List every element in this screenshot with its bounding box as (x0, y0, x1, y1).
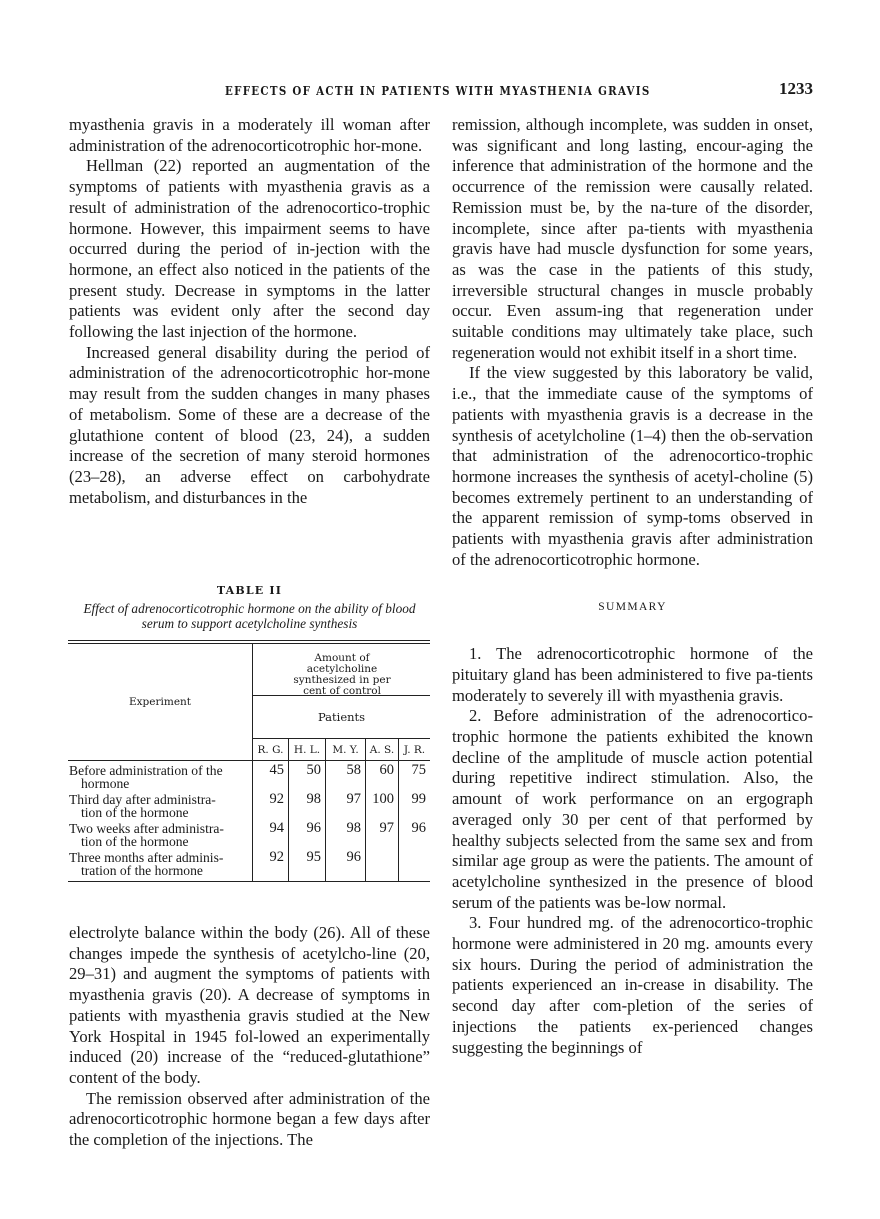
paragraph: Increased general disability during the period of administration of the adrenocorticotrophic hor-mone may result from the sudden changes in many phases of metabolism. Some of these are a decrease of the glutathione content of blood (23, 24), a sudden increase of the secretion of many steroid hormones (23–28), an adverse effect on carbohydrate metabolism, and disturbances in the (69, 342, 430, 507)
column-divider (288, 739, 289, 882)
page-number: 1233 (779, 79, 813, 98)
paragraph: remission, although incomplete, was sudden in onset, was significant and long lasting, encour-aging the inference that administration of the hormone and the occurrence of the remission were causally related. Remission must be, by the na-ture of the disorder, incomplete, since after pa-tients with myasthenia gravis have had muscle dysfunction for some years, as was the case in the patients of this study, irreversible structural changes in muscle probably occur. Even assum-ing that regeneration under suitable conditions may ultimately take place, such regeneration would not exhibit itself in a short time. (452, 115, 813, 362)
paragraph: The remission observed after administration of the adrenocorticotrophic hormone began a few days after the completion of the injections. The (69, 1088, 430, 1150)
row-label (69, 822, 253, 848)
stub-header: Experiment (128, 696, 192, 708)
column-divider (365, 739, 366, 882)
column-divider (398, 739, 399, 882)
table-cell: 58 (346, 762, 361, 778)
data-table (68, 640, 430, 882)
column-header: M. Y. (332, 744, 359, 756)
left-column-top (69, 115, 430, 508)
table-cell: 75 (411, 762, 426, 778)
table-cell: 92 (269, 791, 284, 807)
table-top-rule (68, 640, 430, 641)
paragraph: Hellman (22) reported an augmentation of the symptoms of patients with myasthenia gravis as a result of administration of the adrenocortico-trophic hormone. However, this impairment seems to have occurred during the period of in-jection with the hormone, an effect also noticed in the patients of the present study. Decrease in symptoms in the latter patients was evident only after the second day following the last injection of the hormone. (69, 156, 430, 342)
table-caption: Effect of adrenocorticotrophic hormone on the ability of blood serum to support acetylcholine synthesis (83, 601, 416, 631)
column-header: H. L. (293, 744, 321, 756)
row-label (69, 793, 253, 819)
table-cell: 60 (379, 762, 394, 778)
sub-spanner-header: Patients (317, 710, 366, 724)
column-header: R. G. (257, 744, 284, 756)
summary-item: 2. Before administration of the adrenocortico-trophic hormone the patients exhibited the known decline of the amplitude of muscle action potential during repetitive indirect stimulation. Also, the amount of work performance on an ergograph averaged only 30 per cent of that performed by healthy subjects selected from the same sex and from similar age group as were the patients. The amount of acetylcholine synthesized in the presence of blood serum of the patients was be-low normal. (452, 706, 813, 912)
table-bottom-rule (68, 881, 430, 882)
table-cell: 92 (269, 849, 284, 865)
table-cell: 96 (306, 820, 321, 836)
spanner-header: Amount of acetylcholine synthesized in per cent of control (293, 652, 391, 697)
table-cell: 100 (372, 791, 394, 807)
table-label: TABLE II (216, 584, 283, 597)
row-label (69, 764, 253, 790)
row-label-line: Before administration of the (69, 763, 223, 778)
row-label-line: tration of the hormone (81, 863, 203, 878)
table-cell: 50 (306, 762, 321, 778)
row-label-line: tion of the hormone (81, 834, 189, 849)
patients-rule (253, 738, 430, 739)
row-label-line: tion of the hormone (81, 805, 189, 820)
table-cell: 99 (411, 791, 426, 807)
row-label-line: Third day after administra- (69, 792, 216, 807)
running-head: EFFECTS OF ACTH IN PATIENTS WITH MYASTHENIA GRAVIS (225, 83, 651, 98)
table-cell: 96 (346, 849, 361, 865)
table-cell: 98 (346, 820, 361, 836)
summary-item: 3. Four hundred mg. of the adrenocortico-trophic hormone were administered in 20 mg. amounts every six hours. During the period of administration the patients experienced an in-crease in disability. The second day after com-pletion of the series of injections the patients ex-perienced changes suggesting the beginnings of (452, 913, 813, 1057)
table-cell: 95 (306, 849, 321, 865)
column-header: J. R. (403, 744, 426, 756)
summary-item: 1. The adrenocorticotrophic hormone of the pituitary gland has been administered to five pa-tients moderately to severely ill with myasthenia gravis. (452, 644, 813, 705)
row-label-line: Two weeks after administra- (69, 821, 224, 836)
paragraph: If the view suggested by this laboratory be valid, i.e., that the immediate cause of the symptoms of patients with myasthenia gravis is a decrease in the synthesis of acetylcholine (1–4) then the ob-servation that administration of the adrenocortico-trophic hormone increases the synthesis of acetyl-choline (5) becomes extremely pertinent to an understanding of the apparent remission of symp-toms observed in patients with myasthenia gravis after administration of the adrenocorticotrophic hormone. (452, 363, 813, 569)
table-cell: 98 (306, 791, 321, 807)
row-label (69, 851, 253, 877)
summary-heading: SUMMARY (598, 601, 667, 614)
row-label-line: hormone (81, 776, 130, 791)
row-label-line: Three months after adminis- (69, 850, 224, 865)
left-column-bottom (69, 923, 430, 1151)
column-header: A. S. (369, 744, 395, 756)
table-cell: 94 (269, 820, 284, 836)
paragraph: myasthenia gravis in a moderately ill woman after administration of the adrenocorticotrophic hor-mone. (69, 115, 430, 155)
paragraph: electrolyte balance within the body (26). All of these changes impede the synthesis of acetylcho-line (20, 29–31) and augment the symptoms of patients with myasthenia gravis (20). A decrease of symptoms in patients with myasthenia gravis studied at the New York Hospital in 1945 fol-lowed an experimentally induced (20) increase of the “reduced-glutathione” content of the body. (69, 923, 430, 1087)
table-cell: 97 (346, 791, 361, 807)
table-cell: 96 (411, 820, 426, 836)
table-top-rule-2 (68, 643, 430, 644)
table-cell: 97 (379, 820, 394, 836)
table-cell: 45 (269, 762, 284, 778)
header-bottom-rule (68, 760, 430, 761)
right-column (452, 115, 813, 1058)
column-divider (325, 739, 326, 882)
